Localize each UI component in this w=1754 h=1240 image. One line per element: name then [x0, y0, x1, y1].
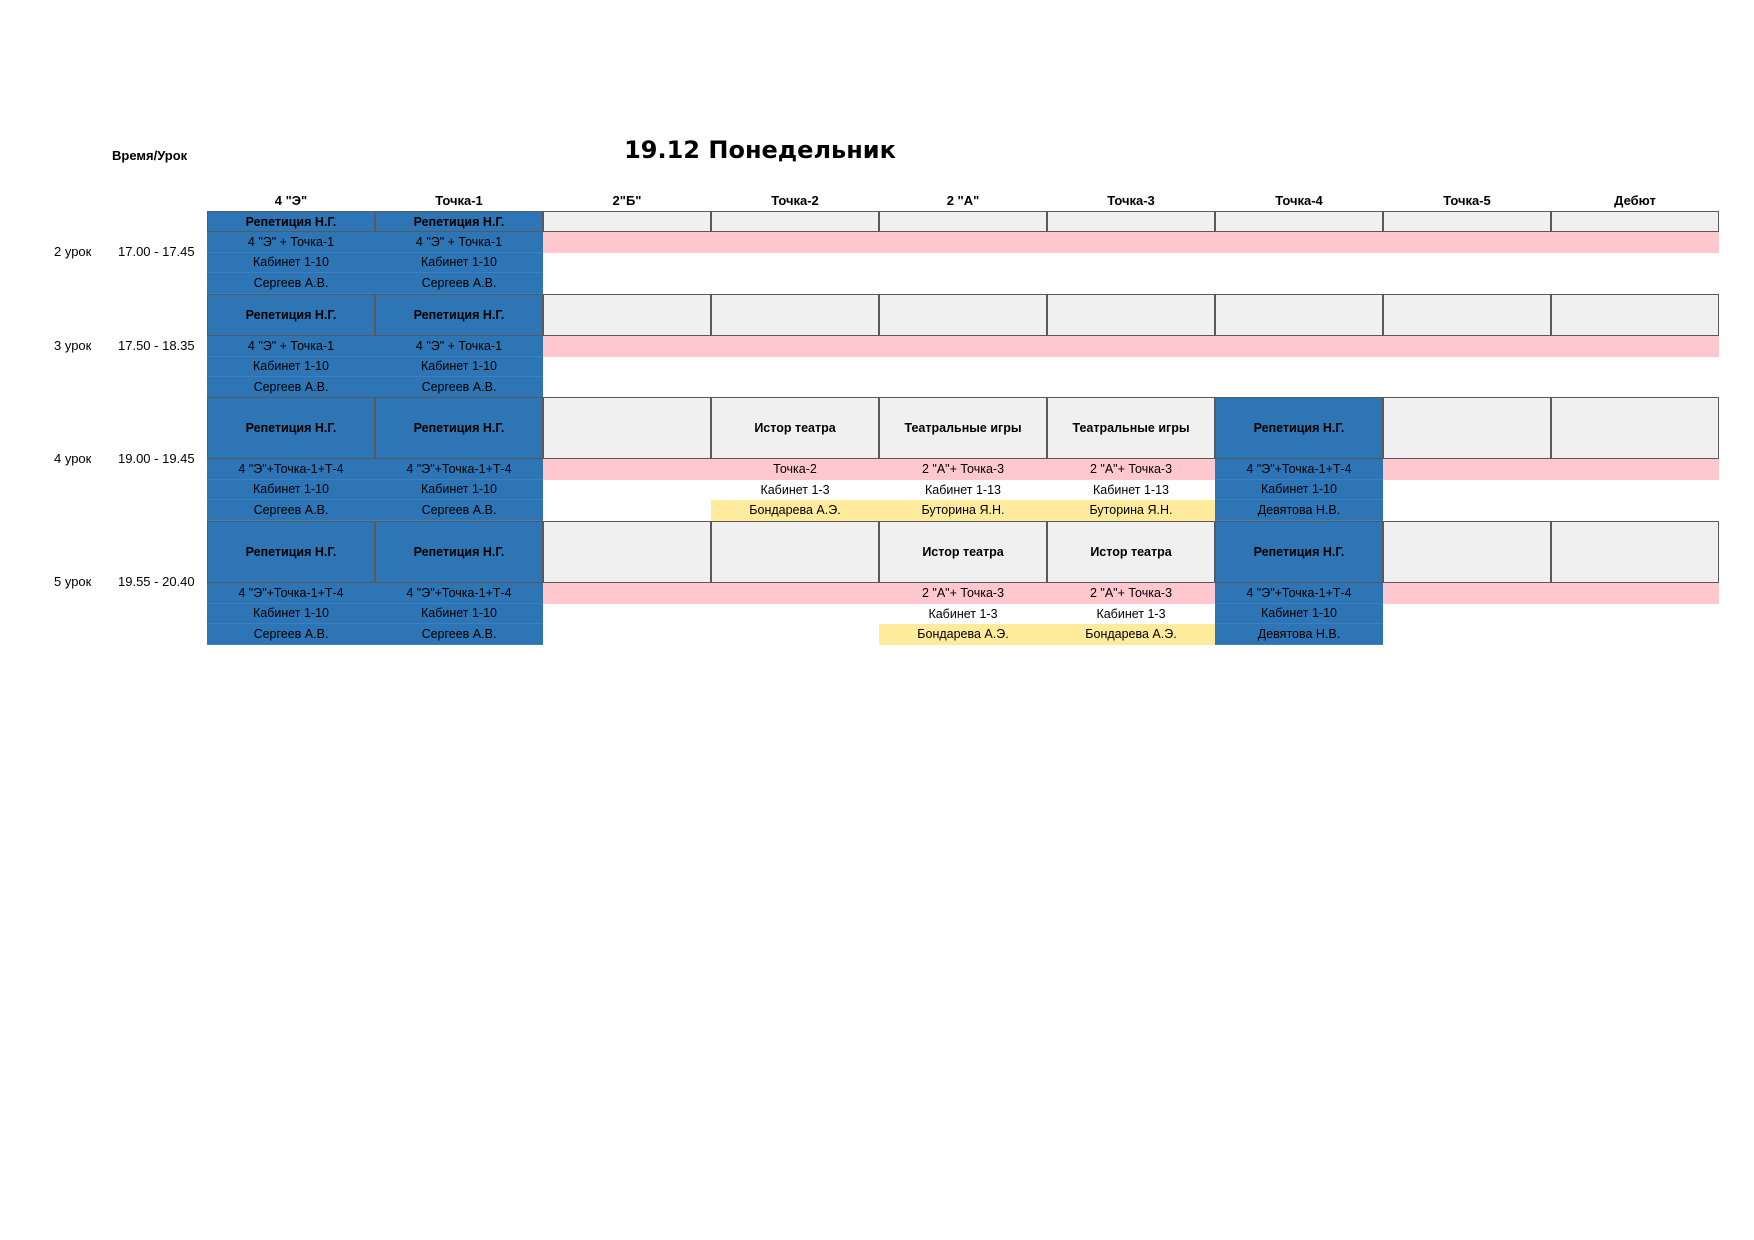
lesson-label: 4 урок: [54, 451, 92, 466]
group-cell[interactable]: 4 "Э"+Точка-1+Т-4: [375, 459, 543, 480]
group-cell[interactable]: [711, 232, 879, 253]
lesson-label: 3 урок: [54, 338, 92, 353]
group-cell[interactable]: [1383, 583, 1551, 604]
group-cell[interactable]: [711, 336, 879, 357]
group-cell[interactable]: [879, 232, 1047, 253]
group-cell[interactable]: [1383, 336, 1551, 357]
subject-cell[interactable]: [543, 521, 711, 583]
room-cell[interactable]: [1383, 253, 1551, 274]
room-cell[interactable]: Кабинет 1-10: [375, 604, 543, 625]
subject-cell[interactable]: Театральные игры: [1047, 397, 1215, 459]
teacher-cell[interactable]: [1047, 273, 1215, 294]
teacher-cell[interactable]: [543, 273, 711, 294]
room-cell[interactable]: [879, 357, 1047, 378]
teacher-cell[interactable]: [1383, 624, 1551, 645]
teacher-cell[interactable]: [1215, 273, 1383, 294]
subject-cell[interactable]: Репетиция Н.Г.: [207, 211, 375, 232]
room-cell[interactable]: Кабинет 1-10: [207, 357, 375, 378]
subject-cell[interactable]: Репетиция Н.Г.: [207, 294, 375, 336]
teacher-cell[interactable]: Сергеев А.В.: [207, 377, 375, 398]
group-cell[interactable]: 4 "Э" + Точка-1: [207, 232, 375, 253]
lesson-time: 19.55 - 20.40: [118, 574, 195, 589]
teacher-cell[interactable]: Сергеев А.В.: [375, 500, 543, 521]
room-cell[interactable]: [711, 604, 879, 625]
group-cell[interactable]: [543, 232, 711, 253]
subject-cell[interactable]: Репетиция Н.Г.: [375, 397, 543, 459]
teacher-cell[interactable]: [879, 377, 1047, 398]
group-cell[interactable]: 2 "А"+ Точка-3: [1047, 459, 1215, 480]
teacher-cell[interactable]: [543, 624, 711, 645]
subject-cell[interactable]: Репетиция Н.Г.: [1215, 397, 1383, 459]
subject-cell[interactable]: Репетиция Н.Г.: [375, 211, 543, 232]
teacher-cell[interactable]: [711, 624, 879, 645]
group-cell[interactable]: [711, 583, 879, 604]
subject-cell[interactable]: [879, 211, 1047, 232]
group-cell[interactable]: 4 "Э" + Точка-1: [207, 336, 375, 357]
column-header: 2"Б": [612, 193, 642, 208]
teacher-cell[interactable]: [879, 273, 1047, 294]
group-cell[interactable]: [543, 583, 711, 604]
column-header: 2 "А": [946, 193, 980, 208]
teacher-cell[interactable]: [1047, 377, 1215, 398]
room-cell[interactable]: [543, 604, 711, 625]
room-cell[interactable]: Кабинет 1-10: [375, 480, 543, 501]
teacher-cell[interactable]: [1383, 273, 1551, 294]
teacher-cell[interactable]: Бондарева А.Э.: [879, 624, 1047, 645]
subject-cell[interactable]: [1383, 294, 1551, 336]
group-cell[interactable]: 4 "Э" + Точка-1: [375, 232, 543, 253]
subject-cell[interactable]: [1047, 211, 1215, 232]
subject-cell[interactable]: [711, 211, 879, 232]
group-cell[interactable]: [1551, 583, 1719, 604]
teacher-cell[interactable]: Буторина Я.Н.: [1047, 500, 1215, 521]
room-cell[interactable]: [1047, 357, 1215, 378]
group-cell[interactable]: [1383, 459, 1551, 480]
teacher-cell[interactable]: Бондарева А.Э.: [711, 500, 879, 521]
group-cell[interactable]: [879, 336, 1047, 357]
group-cell[interactable]: 4 "Э"+Точка-1+Т-4: [375, 583, 543, 604]
group-cell[interactable]: 4 "Э"+Точка-1+Т-4: [207, 459, 375, 480]
subject-cell[interactable]: Истор театра: [1047, 521, 1215, 583]
room-cell[interactable]: Кабинет 1-3: [1096, 606, 1166, 621]
room-cell[interactable]: Кабинет 1-3: [760, 482, 830, 497]
subject-cell[interactable]: Репетиция Н.Г.: [1215, 521, 1383, 583]
subject-cell[interactable]: [1047, 294, 1215, 336]
room-cell[interactable]: [1047, 253, 1215, 274]
room-cell[interactable]: [711, 253, 879, 274]
subject-cell[interactable]: [543, 211, 711, 232]
room-cell[interactable]: Кабинет 1-13: [924, 482, 1002, 497]
room-cell[interactable]: [1383, 357, 1551, 378]
subject-cell[interactable]: Репетиция Н.Г.: [207, 521, 375, 583]
teacher-cell[interactable]: Буторина Я.Н.: [879, 500, 1047, 521]
teacher-cell[interactable]: Девятова Н.В.: [1215, 500, 1383, 521]
group-cell[interactable]: 4 "Э" + Точка-1: [375, 336, 543, 357]
room-cell[interactable]: [543, 253, 711, 274]
subject-cell[interactable]: Истор театра: [879, 521, 1047, 583]
teacher-cell[interactable]: [1551, 500, 1719, 521]
lesson-time: 17.00 - 17.45: [118, 244, 195, 259]
column-header: Точка-1: [435, 193, 483, 208]
room-cell[interactable]: [543, 357, 711, 378]
teacher-cell[interactable]: Бондарева А.Э.: [1047, 624, 1215, 645]
teacher-cell[interactable]: [1215, 377, 1383, 398]
column-header: Точка-3: [1107, 193, 1155, 208]
subject-cell[interactable]: [711, 521, 879, 583]
subject-cell[interactable]: [1383, 397, 1551, 459]
room-cell[interactable]: [1551, 357, 1719, 378]
group-cell[interactable]: [1215, 336, 1383, 357]
room-cell[interactable]: [1383, 604, 1551, 625]
subject-cell[interactable]: [1215, 294, 1383, 336]
room-cell[interactable]: [543, 480, 711, 501]
group-cell[interactable]: [1383, 232, 1551, 253]
subject-cell[interactable]: [543, 397, 711, 459]
group-cell[interactable]: [1551, 232, 1719, 253]
room-cell[interactable]: [879, 253, 1047, 274]
group-cell[interactable]: 2 "А"+ Точка-3: [879, 583, 1047, 604]
teacher-cell[interactable]: Сергеев А.В.: [375, 273, 543, 294]
teacher-cell[interactable]: [711, 273, 879, 294]
room-cell[interactable]: Кабинет 1-10: [207, 480, 375, 501]
room-cell[interactable]: Кабинет 1-10: [207, 604, 375, 625]
subject-cell[interactable]: Репетиция Н.Г.: [207, 397, 375, 459]
lesson-label: 2 урок: [54, 244, 92, 259]
teacher-cell[interactable]: [1383, 377, 1551, 398]
column-header: Дебют: [1614, 193, 1656, 208]
group-cell[interactable]: 2 "А"+ Точка-3: [879, 459, 1047, 480]
subject-cell[interactable]: [879, 294, 1047, 336]
room-cell[interactable]: Кабинет 1-10: [375, 253, 543, 274]
subject-cell[interactable]: Репетиция Н.Г.: [375, 294, 543, 336]
teacher-cell[interactable]: Сергеев А.В.: [375, 624, 543, 645]
teacher-cell[interactable]: [711, 377, 879, 398]
column-header: 4 "Э": [274, 193, 308, 208]
subject-cell[interactable]: [1551, 397, 1719, 459]
room-cell[interactable]: Кабинет 1-10: [375, 357, 543, 378]
lesson-time: 17.50 - 18.35: [118, 338, 195, 353]
room-cell[interactable]: Кабинет 1-10: [1215, 480, 1383, 501]
room-cell[interactable]: Кабинет 1-13: [1092, 482, 1170, 497]
teacher-cell[interactable]: Сергеев А.В.: [207, 273, 375, 294]
room-cell[interactable]: [1383, 480, 1551, 501]
subject-cell[interactable]: [1383, 521, 1551, 583]
group-cell[interactable]: [543, 459, 711, 480]
page-title: 19.12 Понедельник: [624, 136, 896, 164]
room-cell[interactable]: [1215, 357, 1383, 378]
lesson-label: 5 урок: [54, 574, 92, 589]
room-cell[interactable]: [1215, 253, 1383, 274]
group-cell[interactable]: [543, 336, 711, 357]
group-cell[interactable]: [1551, 336, 1719, 357]
group-cell[interactable]: [1551, 459, 1719, 480]
room-cell[interactable]: [1551, 480, 1719, 501]
group-cell[interactable]: [1215, 232, 1383, 253]
teacher-cell[interactable]: Сергеев А.В.: [207, 624, 375, 645]
subject-cell[interactable]: [1551, 521, 1719, 583]
column-header: Точка-4: [1275, 193, 1323, 208]
room-cell[interactable]: Кабинет 1-3: [928, 606, 998, 621]
subject-cell[interactable]: Театральные игры: [879, 397, 1047, 459]
group-cell[interactable]: 2 "А"+ Точка-3: [1047, 583, 1215, 604]
room-cell[interactable]: [1551, 604, 1719, 625]
subject-cell[interactable]: [711, 294, 879, 336]
subject-cell[interactable]: [543, 294, 711, 336]
room-cell[interactable]: Кабинет 1-10: [1215, 604, 1383, 625]
teacher-cell[interactable]: [543, 377, 711, 398]
subject-cell[interactable]: [1551, 211, 1719, 232]
column-header: Точка-2: [771, 193, 819, 208]
group-cell[interactable]: Точка-2: [711, 459, 879, 480]
group-cell[interactable]: 4 "Э"+Точка-1+Т-4: [1215, 583, 1383, 604]
teacher-cell[interactable]: Девятова Н.В.: [1215, 624, 1383, 645]
column-header: Точка-5: [1443, 193, 1491, 208]
teacher-cell[interactable]: [1551, 377, 1719, 398]
group-cell[interactable]: [1047, 232, 1215, 253]
group-cell[interactable]: 4 "Э"+Точка-1+Т-4: [1215, 459, 1383, 480]
lesson-time: 19.00 - 19.45: [118, 451, 195, 466]
subject-cell[interactable]: [1551, 294, 1719, 336]
teacher-cell[interactable]: [543, 500, 711, 521]
teacher-cell[interactable]: [1383, 500, 1551, 521]
teacher-cell[interactable]: [1551, 273, 1719, 294]
teacher-cell[interactable]: Сергеев А.В.: [375, 377, 543, 398]
room-cell[interactable]: [711, 357, 879, 378]
group-cell[interactable]: 4 "Э"+Точка-1+Т-4: [207, 583, 375, 604]
room-cell[interactable]: [1551, 253, 1719, 274]
teacher-cell[interactable]: Сергеев А.В.: [207, 500, 375, 521]
room-cell[interactable]: Кабинет 1-10: [207, 253, 375, 274]
teacher-cell[interactable]: [1551, 624, 1719, 645]
corner-label: Время/Урок: [112, 148, 188, 163]
group-cell[interactable]: [1047, 336, 1215, 357]
subject-cell[interactable]: [1383, 211, 1551, 232]
subject-cell[interactable]: [1215, 211, 1383, 232]
subject-cell[interactable]: Репетиция Н.Г.: [375, 521, 543, 583]
subject-cell[interactable]: Истор театра: [711, 397, 879, 459]
